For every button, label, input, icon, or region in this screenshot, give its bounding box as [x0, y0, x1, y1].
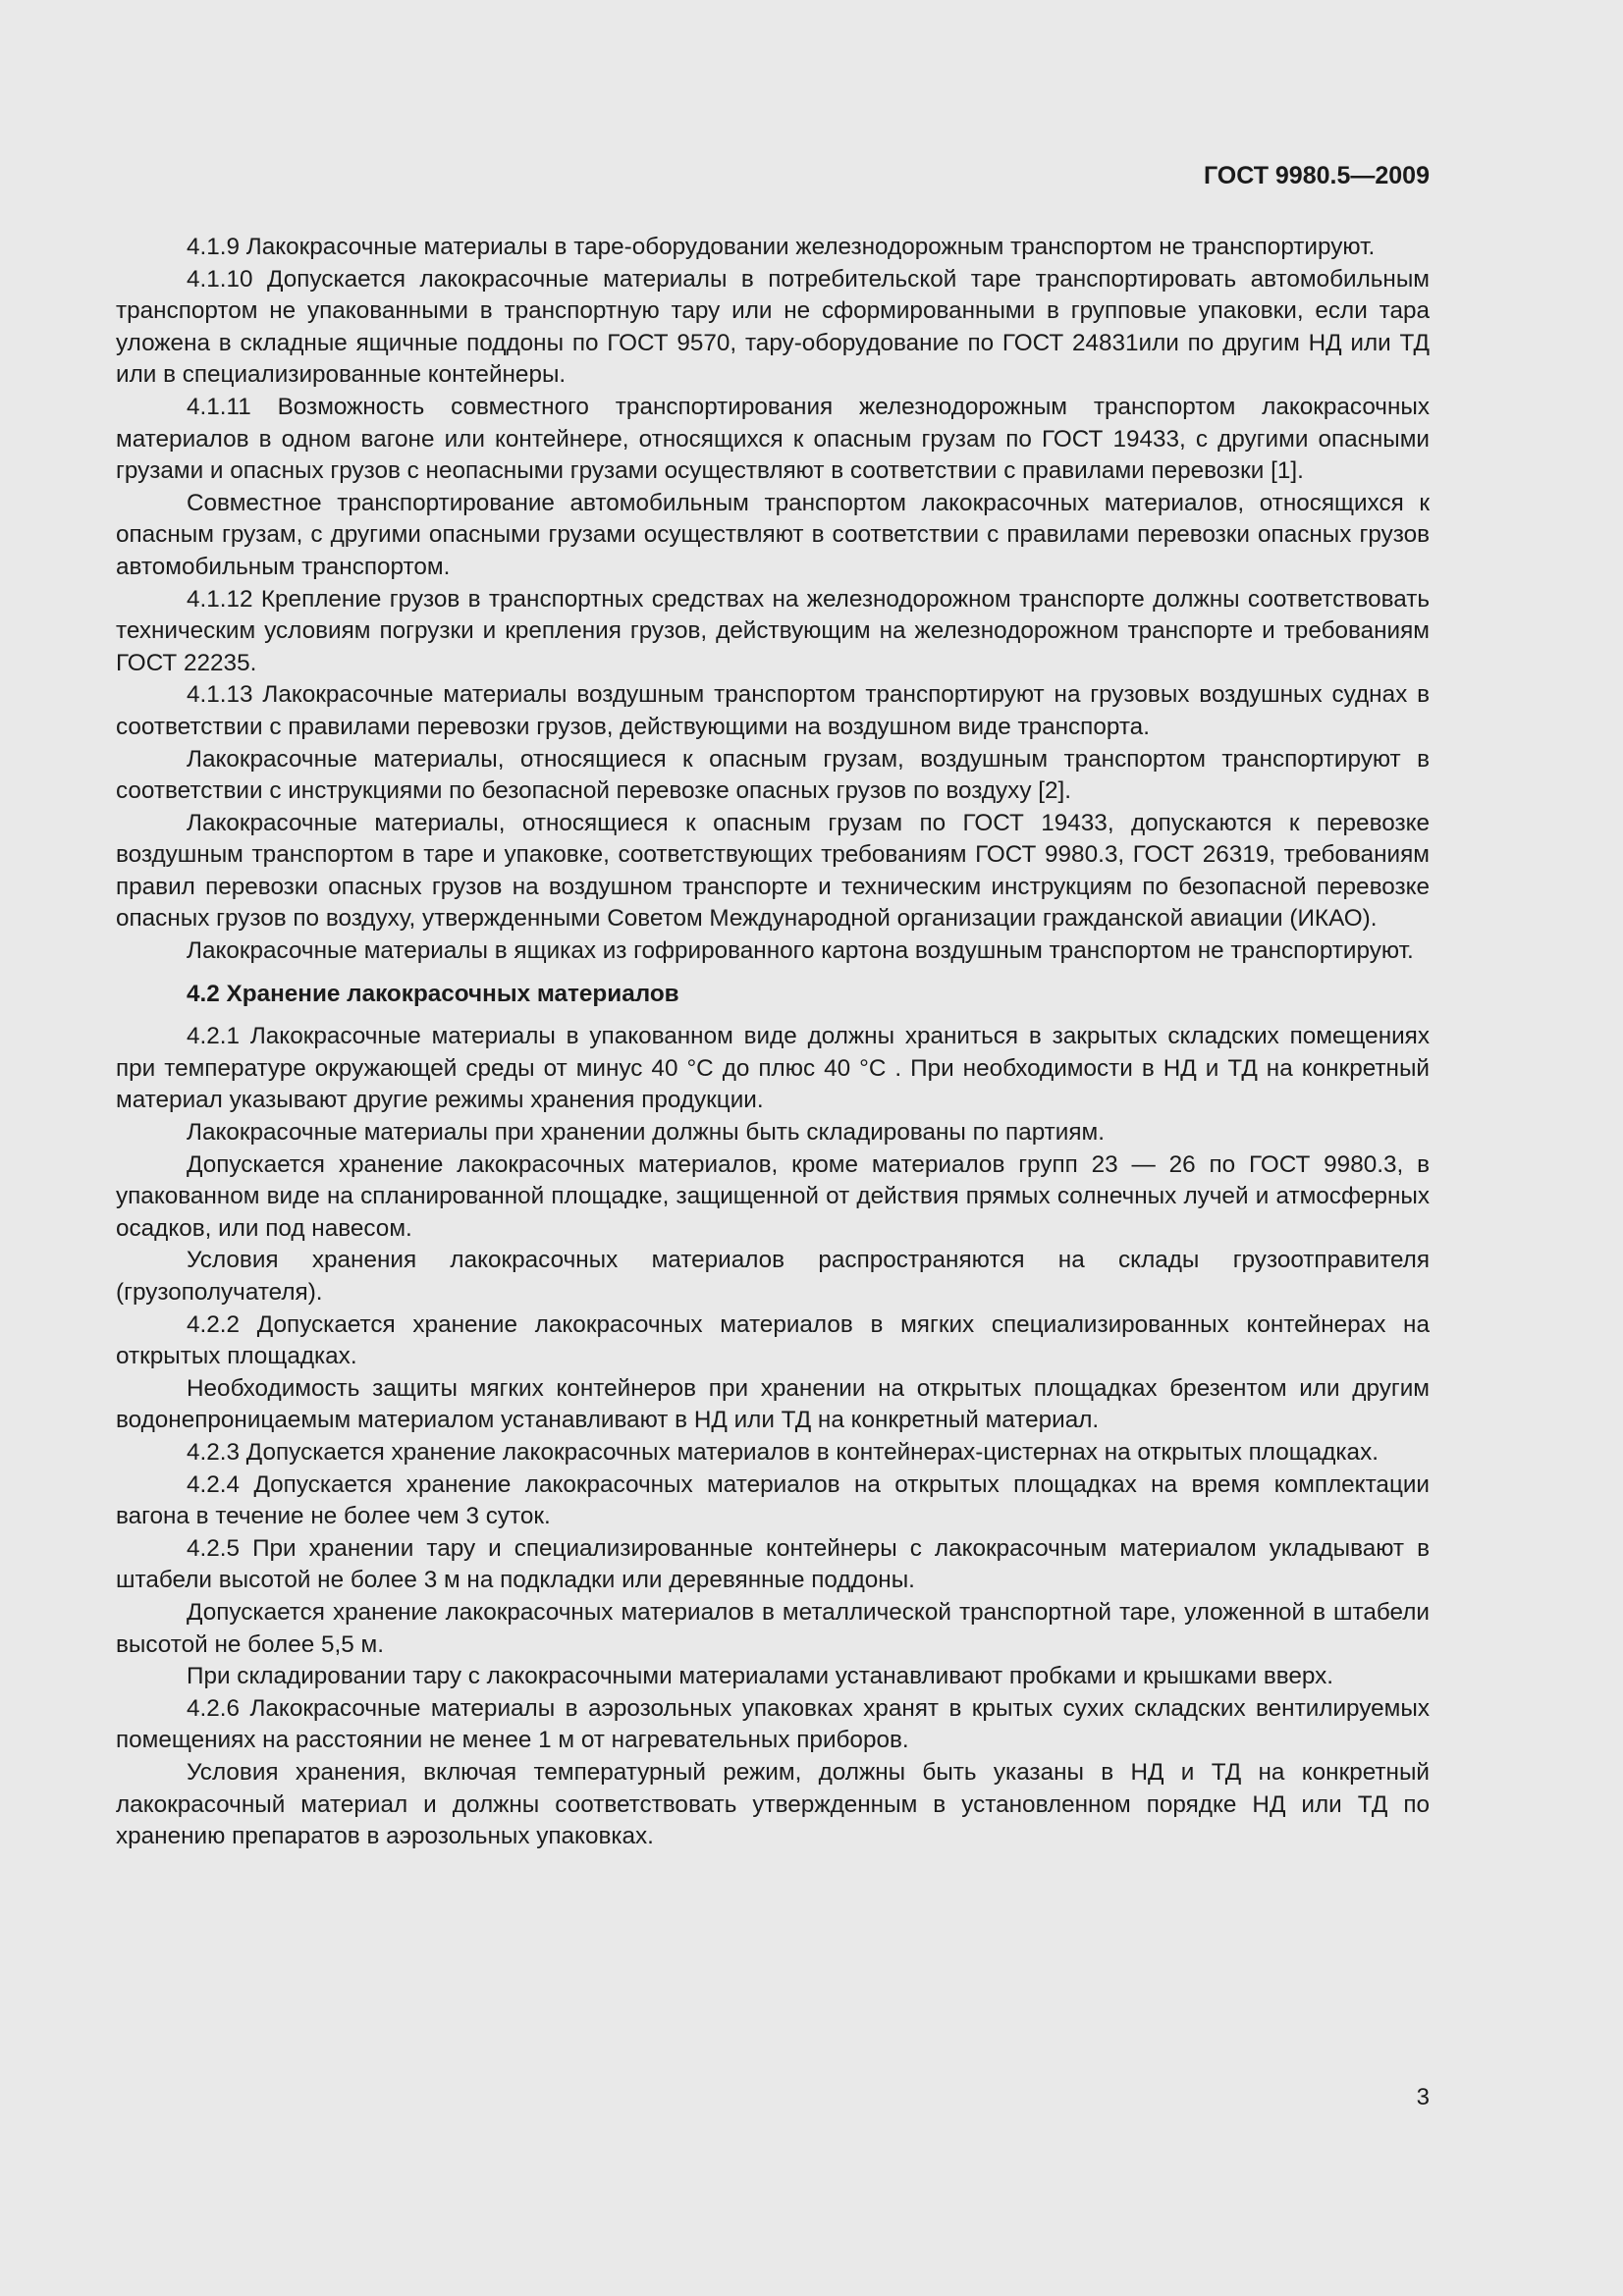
paragraph-cardboard-boxes: Лакокрасочные материалы в ящиках из гофрированного картона воздушным транспортом не транспортируют. [187, 937, 1414, 965]
paragraph-batches: Лакокрасочные материалы при хранении должны быть складированы по партиям. [187, 1119, 1105, 1147]
paragraph-joint-road-transport: Совместное транспортирование автомобильным транспортом лакокрасочных материалов, относящихся к опасным грузам, с другими опасными грузами осуществляют в соответствии с правилами перевозки опасных грузов автомобильным транспортом. [116, 489, 1430, 580]
section-heading-4-2: 4.2 Хранение лакокрасочных материалов [187, 980, 679, 1007]
paragraph-aerosol-storage-conditions: Условия хранения, включая температурный режим, должны быть указаны в НД и ТД на конкретный лакокрасочный материал и должны соответствовать утвержденным в установленном порядке НД или ТД по хранению препаратов в аэрозольных упаковках. [116, 1758, 1430, 1850]
paragraph-4-2-5: 4.2.5 При хранении тару и специализированные контейнеры с лакокрасочным материалом укладывают в штабели высотой не более 3 м на подкладки или деревянные поддоны. [116, 1534, 1430, 1594]
standard-code-header: ГОСТ 9980.5—2009 [1203, 162, 1430, 189]
paragraph-4-2-6: 4.2.6 Лакокрасочные материалы в аэрозольных упаковках хранят в крытых сухих складских вентилируемых помещениях на расстоянии не менее 1 м от нагревательных приборов. [116, 1694, 1430, 1754]
document-body [116, 232, 1430, 1853]
paragraph-4-2-4: 4.2.4 Допускается хранение лакокрасочных материалов на открытых площадках на время комплектации вагона в течение не более чем 3 суток. [116, 1470, 1430, 1530]
paragraph-4-1-11: 4.1.11 Возможность совместного транспортирования железнодорожным транспортом лакокрасочных материалов в одном вагоне или контейнере, относящихся к опасным грузам по ГОСТ 19433, с другими опасными грузами и опасных грузов с неопасными грузами осуществляют в соответствии с правилами перевозки [1]. [116, 393, 1430, 485]
paragraph-4-2-3: 4.2.3 Допускается хранение лакокрасочных материалов в контейнерах-цистернах на открытых площадках. [187, 1438, 1379, 1466]
paragraph-4-2-2: 4.2.2 Допускается хранение лакокрасочных материалов в мягких специализированных контейнерах на открытых площадках. [116, 1310, 1430, 1370]
paragraph-metal-container-stacks: Допускается хранение лакокрасочных материалов в металлической транспортной таре, уложенной в штабели высотой не более 5,5 м. [116, 1598, 1430, 1658]
paragraph-outdoor-storage: Допускается хранение лакокрасочных материалов, кроме материалов групп 23 — 26 по ГОСТ 9980.3, в упакованном виде на спланированной площадке, защищенной от действия прямых солнечных лучей и атмосферных осадков, или под навесом. [116, 1150, 1430, 1242]
paragraph-4-1-13: 4.1.13 Лакокрасочные материалы воздушным транспортом транспортируют на грузовых воздушных суднах в соответствии с правилами перевозки грузов, действующими на воздушном виде транспорта. [116, 681, 1430, 740]
paragraph-4-1-9: 4.1.9 Лакокрасочные материалы в таре-оборудовании железнодорожным транспортом не транспортируют. [187, 234, 1376, 260]
paragraph-4-2-1: 4.2.1 Лакокрасочные материалы в упакованном виде должны храниться в закрытых складских помещениях при температуре окружающей среды от минус 40 °С до плюс 40 °С . При необходимости в НД и ТД на конкретный материал указывают другие режимы хранения продукции. [116, 1023, 1430, 1114]
paragraph-dangerous-air: Лакокрасочные материалы, относящиеся к опасным грузам, воздушным транспортом транспортируют в соответствии с инструкциями по безопасной перевозке опасных грузов по воздуху [2]. [116, 745, 1430, 805]
paragraph-caps-upward: При складировании тару с лакокрасочными материалами устанавливают пробками и крышками вверх. [187, 1663, 1334, 1690]
paragraph-air-packaging: Лакокрасочные материалы, относящиеся к опасным грузам по ГОСТ 19433, допускаются к перевозке воздушным транспортом в таре и упаковке, соответствующих требованиям ГОСТ 9980.3, ГОСТ 26319, требованиям правил перевозки опасных грузов на воздушном транспорте и техническим инструкциям по безопасной перевозке опасных грузов по воздуху, утвержденными Советом Международной организации гражданской авиации (ИКАО). [116, 809, 1430, 933]
paragraph-shipper-warehouses: Условия хранения лакокрасочных материалов распространяются на склады грузоотправителя (грузополучателя). [116, 1247, 1430, 1306]
paragraph-soft-container-protection: Необходимость защиты мягких контейнеров при хранении на открытых площадках брезентом или другим водонепроницаемым материалом устанавливают в НД или ТД на конкретный материал. [116, 1374, 1430, 1434]
paragraph-4-1-12: 4.1.12 Крепление грузов в транспортных средствах на железнодорожном транспорте должны соответствовать техническим условиям погрузки и крепления грузов, действующим на железнодорожном транспорте и требованиям ГОСТ 22235. [116, 585, 1430, 676]
paragraph-4-1-10: 4.1.10 Допускается лакокрасочные материалы в потребительской таре транспортировать автомобильным транспортом не упакованными в транспортную тару или не сформированными в групповые упаковки, если тара уложена в складные ящичные поддоны по ГОСТ 9570, тару-оборудование по ГОСТ 24831или по другим НД или ТД или в специализированные контейнеры. [116, 265, 1430, 389]
page-number: 3 [1416, 2084, 1430, 2110]
